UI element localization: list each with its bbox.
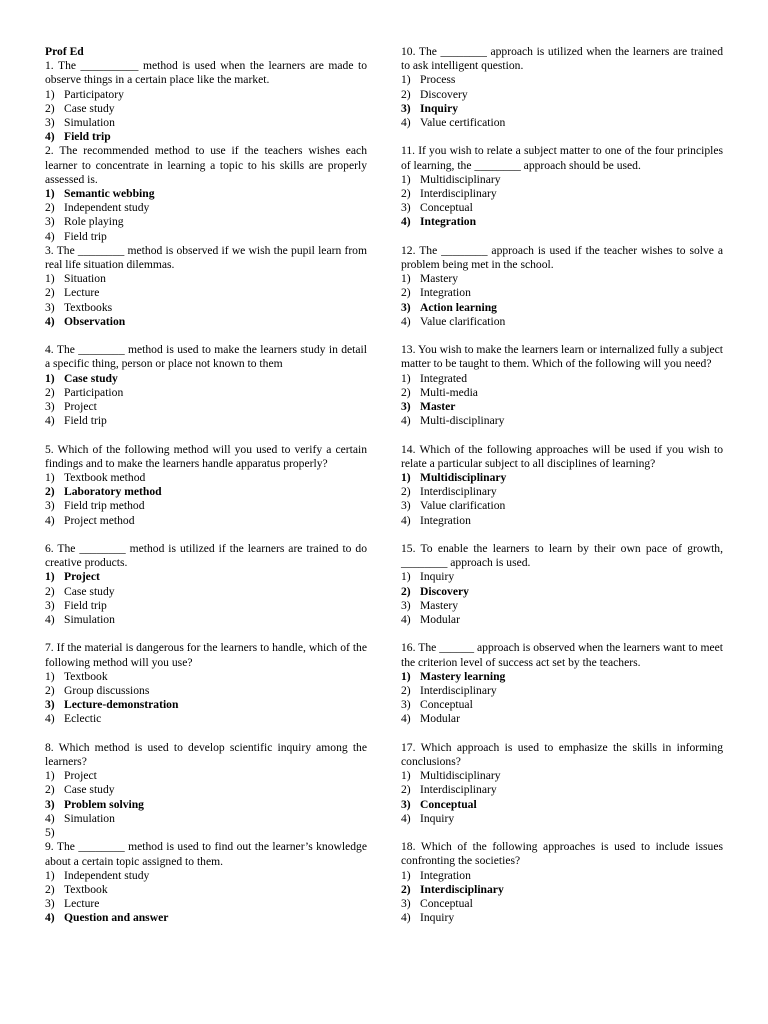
answer-option bbox=[45, 684, 367, 698]
option-text: Discovery bbox=[420, 584, 469, 598]
option-text: Interdisciplinary bbox=[420, 187, 497, 201]
option-number: 3) bbox=[45, 215, 55, 229]
option-text: Textbook method bbox=[64, 471, 146, 485]
question-stem: 1. The __________ method is used when the learners are made to observe things in a certain place like the market. bbox=[45, 59, 367, 87]
answer-option-correct bbox=[45, 698, 367, 712]
option-text: Project method bbox=[64, 513, 135, 527]
answer-option bbox=[401, 698, 723, 712]
question-block bbox=[401, 641, 723, 726]
option-text: Case study bbox=[64, 584, 115, 598]
option-number: 4) bbox=[401, 215, 411, 229]
option-text: Eclectic bbox=[64, 712, 102, 726]
option-text: Conceptual bbox=[420, 797, 477, 811]
option-number: 1) bbox=[45, 769, 55, 783]
option-text: Project bbox=[64, 769, 97, 783]
option-text: Value certification bbox=[420, 116, 506, 130]
answer-option bbox=[401, 272, 723, 286]
option-number: 2) bbox=[45, 783, 55, 797]
option-text: Textbook bbox=[64, 669, 108, 683]
option-number: 3) bbox=[401, 499, 411, 513]
option-text: Field trip bbox=[64, 130, 111, 144]
option-text: Integration bbox=[420, 868, 471, 882]
option-text: Textbooks bbox=[64, 300, 113, 314]
option-number: 1) bbox=[401, 371, 411, 385]
answer-option bbox=[401, 414, 723, 428]
option-number: 3) bbox=[401, 698, 411, 712]
option-text: Action learning bbox=[420, 300, 497, 314]
answer-option bbox=[45, 102, 367, 116]
answer-option-correct bbox=[401, 102, 723, 116]
option-text: Case study bbox=[64, 371, 118, 385]
option-text: Mastery learning bbox=[420, 669, 506, 683]
option-number: 4) bbox=[401, 613, 411, 627]
question-stem: 14. Which of the following approaches will be used if you wish to relate a particular subject to all disciplines of learning? bbox=[401, 442, 723, 470]
question-stem: 9. The ________ method is used to find out the learner’s knowledge about a certain topic assigned to them. bbox=[45, 840, 367, 868]
answer-option bbox=[401, 315, 723, 329]
option-number: 4) bbox=[45, 513, 55, 527]
question-stem: 10. The ________ approach is utilized when the learners are trained to ask intelligent question. bbox=[401, 45, 723, 73]
question-block bbox=[401, 741, 723, 826]
answer-option bbox=[45, 897, 367, 911]
answer-option-correct bbox=[401, 585, 723, 599]
option-text: Lecture-demonstration bbox=[64, 698, 179, 712]
option-number: 3) bbox=[401, 300, 411, 314]
question-stem: 15. To enable the learners to learn by their own pace of growth, ________ approach is used. bbox=[401, 542, 723, 570]
option-number: 1) bbox=[401, 769, 411, 783]
left-question-list bbox=[45, 59, 367, 925]
option-number: 2) bbox=[401, 485, 411, 499]
answer-option bbox=[45, 88, 367, 102]
answer-option bbox=[45, 769, 367, 783]
question-block bbox=[45, 840, 367, 925]
question-block bbox=[45, 741, 367, 840]
answer-option bbox=[401, 88, 723, 102]
option-text: Interdisciplinary bbox=[420, 684, 497, 698]
option-number: 3) bbox=[45, 499, 55, 513]
option-number: 1) bbox=[45, 187, 55, 201]
option-number: 3) bbox=[401, 400, 411, 414]
option-text: Integrated bbox=[420, 371, 467, 385]
option-text: Textbook bbox=[64, 882, 108, 896]
option-text: Multidisciplinary bbox=[420, 471, 507, 485]
answer-option bbox=[401, 570, 723, 584]
option-number: 1) bbox=[45, 272, 55, 286]
answer-option bbox=[401, 73, 723, 87]
answer-option bbox=[401, 897, 723, 911]
answer-option bbox=[401, 783, 723, 797]
option-number: 4) bbox=[401, 811, 411, 825]
question-stem: 13. You wish to make the learners learn or internalized fully a subject matter to be taught to them. Which of the following will you need? bbox=[401, 343, 723, 371]
answer-option-correct bbox=[45, 485, 367, 499]
option-text: Value clarification bbox=[420, 499, 506, 513]
option-text: Inquiry bbox=[420, 811, 455, 825]
option-number: 3) bbox=[45, 116, 55, 130]
option-number: 3) bbox=[45, 300, 55, 314]
option-number: 2) bbox=[401, 286, 411, 300]
option-text: Project bbox=[64, 570, 100, 584]
question-block bbox=[401, 45, 723, 130]
option-number: 3) bbox=[45, 598, 55, 612]
question-stem: 16. The ______ approach is observed when the learners want to meet the criterion level of success act set by the teachers. bbox=[401, 641, 723, 669]
option-text: Integration bbox=[420, 215, 477, 229]
option-number: 2) bbox=[45, 584, 55, 598]
option-number: 3) bbox=[401, 598, 411, 612]
option-number: 4) bbox=[45, 229, 55, 243]
option-text: Semantic webbing bbox=[64, 187, 155, 201]
option-text: Situation bbox=[64, 272, 106, 286]
option-text: Field trip bbox=[64, 598, 107, 612]
option-text: Participatory bbox=[64, 87, 124, 101]
option-number: 4) bbox=[401, 314, 411, 328]
option-number: 4) bbox=[45, 911, 55, 925]
option-number: 2) bbox=[45, 101, 55, 115]
option-number: 4) bbox=[401, 414, 411, 428]
question-stem: 2. The recommended method to use if the teachers wishes each learner to concentrate in learning a topic to his skills are properly assessed is. bbox=[45, 144, 367, 186]
option-number: 2) bbox=[45, 385, 55, 399]
answer-option-correct bbox=[45, 187, 367, 201]
option-number: 1) bbox=[45, 87, 55, 101]
answer-option bbox=[45, 826, 367, 840]
option-number: 4) bbox=[401, 911, 411, 925]
answer-option-correct bbox=[45, 570, 367, 584]
answer-option bbox=[45, 869, 367, 883]
option-text: Field trip bbox=[64, 229, 107, 243]
option-text: Mastery bbox=[420, 272, 458, 286]
option-text: Process bbox=[420, 73, 456, 87]
answer-option bbox=[45, 670, 367, 684]
answer-option bbox=[401, 712, 723, 726]
answer-option-correct bbox=[401, 471, 723, 485]
answer-option bbox=[45, 400, 367, 414]
answer-option bbox=[45, 499, 367, 513]
option-text: Independent study bbox=[64, 201, 150, 215]
question-stem: 11. If you wish to relate a subject matter to one of the four principles of learning, the ________ approach should be used. bbox=[401, 144, 723, 172]
option-text: Observation bbox=[64, 314, 126, 328]
answer-option-correct bbox=[401, 670, 723, 684]
answer-option bbox=[401, 485, 723, 499]
answer-option bbox=[45, 386, 367, 400]
option-text: Simulation bbox=[64, 116, 115, 130]
option-number: 2) bbox=[401, 783, 411, 797]
option-number: 3) bbox=[401, 101, 411, 115]
question-stem: 18. Which of the following approaches is used to include issues confronting the societies? bbox=[401, 840, 723, 868]
option-text: Problem solving bbox=[64, 797, 144, 811]
answer-option-correct bbox=[45, 911, 367, 925]
option-number: 1) bbox=[401, 570, 411, 584]
question-block bbox=[401, 840, 723, 925]
option-text: Multidisciplinary bbox=[420, 769, 501, 783]
document-title: Prof Ed bbox=[45, 45, 84, 58]
question-block bbox=[45, 443, 367, 528]
answer-option-correct bbox=[401, 400, 723, 414]
option-number: 2) bbox=[401, 584, 411, 598]
option-text: Value clarification bbox=[420, 314, 506, 328]
answer-option bbox=[45, 471, 367, 485]
question-stem: 5. Which of the following method will you used to verify a certain findings and to make the learners handle apparatus properly? bbox=[45, 442, 367, 470]
option-number: 2) bbox=[45, 201, 55, 215]
answer-option bbox=[45, 286, 367, 300]
option-number: 1) bbox=[45, 669, 55, 683]
option-number: 4) bbox=[401, 116, 411, 130]
option-number: 1) bbox=[401, 471, 411, 485]
option-text: Discovery bbox=[420, 87, 468, 101]
answer-option-correct bbox=[401, 215, 723, 229]
question-stem: 6. The ________ method is utilized if the learners are trained to do creative products. bbox=[45, 542, 367, 570]
option-number: 1) bbox=[401, 272, 411, 286]
option-text: Role playing bbox=[64, 215, 124, 229]
question-stem: 12. The ________ approach is used if the teacher wishes to solve a problem being met in the school. bbox=[401, 243, 723, 272]
option-text: Inquiry bbox=[420, 570, 455, 584]
answer-option bbox=[401, 386, 723, 400]
option-number: 3) bbox=[45, 797, 55, 811]
question-stem: 4. The ________ method is used to make the learners study in detail a specific thing, person or place not known to them bbox=[45, 343, 367, 371]
question-block bbox=[45, 244, 367, 329]
option-number: 1) bbox=[45, 371, 55, 385]
answer-option bbox=[45, 230, 367, 244]
option-text: Inquiry bbox=[420, 911, 455, 925]
option-text: Modular bbox=[420, 613, 460, 627]
question-block bbox=[45, 542, 367, 627]
option-text: Multi-media bbox=[420, 385, 478, 399]
question-block bbox=[401, 542, 723, 627]
answer-option-correct bbox=[45, 130, 367, 144]
question-block bbox=[45, 641, 367, 726]
option-text: Simulation bbox=[64, 811, 115, 825]
option-text: Mastery bbox=[420, 598, 458, 612]
option-text: Integration bbox=[420, 286, 471, 300]
answer-option bbox=[401, 613, 723, 627]
answer-option bbox=[45, 272, 367, 286]
option-number: 4) bbox=[45, 314, 55, 328]
answer-option bbox=[401, 769, 723, 783]
option-number: 3) bbox=[401, 201, 411, 215]
option-number: 2) bbox=[45, 882, 55, 896]
answer-option bbox=[45, 414, 367, 428]
answer-option-correct bbox=[45, 798, 367, 812]
option-number: 2) bbox=[401, 187, 411, 201]
question-stem: 7. If the material is dangerous for the learners to handle, which of the following method will you use? bbox=[45, 641, 367, 669]
answer-option bbox=[401, 201, 723, 215]
question-stem: 8. Which method is used to develop scientific inquiry among the learners? bbox=[45, 740, 367, 769]
option-number: 3) bbox=[401, 797, 411, 811]
option-number: 4) bbox=[401, 513, 411, 527]
answer-option bbox=[45, 613, 367, 627]
answer-option bbox=[401, 286, 723, 300]
option-number: 1) bbox=[401, 73, 411, 87]
option-text: Multi-disciplinary bbox=[420, 414, 505, 428]
answer-option bbox=[45, 201, 367, 215]
answer-option bbox=[45, 215, 367, 229]
question-stem: 17. Which approach is used to emphasize the skills in informing conclusions? bbox=[401, 740, 723, 769]
answer-option bbox=[45, 599, 367, 613]
answer-option-correct bbox=[401, 883, 723, 897]
option-number: 2) bbox=[401, 87, 411, 101]
option-text: Master bbox=[420, 400, 456, 414]
option-text: Conceptual bbox=[420, 698, 473, 712]
option-text: Lecture bbox=[64, 286, 100, 300]
option-text: Participation bbox=[64, 385, 124, 399]
answer-option bbox=[45, 585, 367, 599]
option-number: 4) bbox=[45, 130, 55, 144]
option-text: Multidisciplinary bbox=[420, 172, 501, 186]
option-number: 2) bbox=[401, 385, 411, 399]
answer-option bbox=[45, 116, 367, 130]
option-text: Interdisciplinary bbox=[420, 485, 497, 499]
answer-option bbox=[401, 684, 723, 698]
answer-option bbox=[45, 783, 367, 797]
option-number: 1) bbox=[401, 669, 411, 683]
option-text: Case study bbox=[64, 101, 115, 115]
option-number: 1) bbox=[45, 868, 55, 882]
answer-option bbox=[45, 883, 367, 897]
answer-option bbox=[401, 499, 723, 513]
answer-option-correct bbox=[401, 301, 723, 315]
option-text: Lecture bbox=[64, 897, 100, 911]
option-number: 4) bbox=[45, 613, 55, 627]
option-number: 3) bbox=[45, 400, 55, 414]
option-text: Field trip bbox=[64, 414, 107, 428]
option-number: 1) bbox=[45, 471, 55, 485]
answer-option bbox=[401, 116, 723, 130]
answer-option bbox=[45, 514, 367, 528]
question-block bbox=[401, 244, 723, 329]
left-column bbox=[45, 45, 367, 940]
option-text: Interdisciplinary bbox=[420, 882, 504, 896]
question-block bbox=[45, 59, 367, 144]
option-text: Integration bbox=[420, 513, 471, 527]
answer-option bbox=[401, 514, 723, 528]
right-column bbox=[401, 45, 723, 940]
answer-option-correct bbox=[401, 798, 723, 812]
option-text: Simulation bbox=[64, 613, 115, 627]
option-number: 2) bbox=[401, 882, 411, 896]
option-number: 4) bbox=[45, 712, 55, 726]
answer-option bbox=[401, 372, 723, 386]
option-number: 1) bbox=[401, 172, 411, 186]
option-text: Question and answer bbox=[64, 911, 169, 925]
option-text: Conceptual bbox=[420, 201, 473, 215]
option-number: 5) bbox=[45, 826, 55, 840]
option-text: Group discussions bbox=[64, 684, 150, 698]
option-number: 2) bbox=[45, 684, 55, 698]
answer-option-correct bbox=[45, 315, 367, 329]
option-text: Conceptual bbox=[420, 897, 473, 911]
option-number: 4) bbox=[45, 414, 55, 428]
right-question-list bbox=[401, 45, 723, 925]
question-block bbox=[401, 144, 723, 229]
answer-option bbox=[401, 599, 723, 613]
option-number: 4) bbox=[401, 712, 411, 726]
answer-option bbox=[45, 712, 367, 726]
option-text: Case study bbox=[64, 783, 115, 797]
question-block bbox=[45, 144, 367, 243]
option-text: Inquiry bbox=[420, 101, 459, 115]
option-text: Interdisciplinary bbox=[420, 783, 497, 797]
answer-option bbox=[401, 911, 723, 925]
answer-option bbox=[45, 301, 367, 315]
answer-option bbox=[401, 173, 723, 187]
option-number: 3) bbox=[401, 897, 411, 911]
option-number: 1) bbox=[401, 868, 411, 882]
option-text: Modular bbox=[420, 712, 460, 726]
option-text: Laboratory method bbox=[64, 485, 162, 499]
answer-option bbox=[401, 187, 723, 201]
option-text: Field trip method bbox=[64, 499, 145, 513]
option-number: 4) bbox=[45, 811, 55, 825]
answer-option bbox=[401, 812, 723, 826]
option-number: 2) bbox=[45, 485, 55, 499]
question-block bbox=[401, 443, 723, 528]
question-block bbox=[45, 343, 367, 428]
question-stem: 3. The ________ method is observed if we wish the pupil learn from real life situation dilemmas. bbox=[45, 243, 367, 272]
option-number: 1) bbox=[45, 570, 55, 584]
question-block bbox=[401, 343, 723, 428]
option-number: 2) bbox=[45, 286, 55, 300]
answer-option bbox=[401, 869, 723, 883]
option-number: 2) bbox=[401, 684, 411, 698]
answer-option bbox=[45, 812, 367, 826]
answer-option-correct bbox=[45, 372, 367, 386]
option-text: Independent study bbox=[64, 868, 150, 882]
option-number: 3) bbox=[45, 897, 55, 911]
option-number: 3) bbox=[45, 698, 55, 712]
option-text: Project bbox=[64, 400, 97, 414]
